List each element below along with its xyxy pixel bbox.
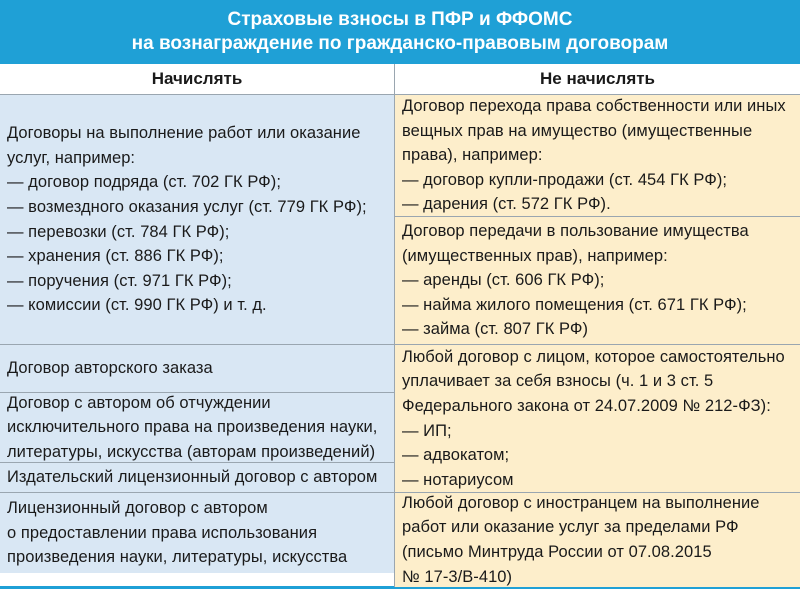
- cell-line: (имущественных прав), например:: [402, 246, 668, 265]
- cell-line: — договор подряда (ст. 702 ГК РФ);: [7, 173, 281, 192]
- table-body: [0, 64, 800, 587]
- cell-line: исключительного права на произведения науки,: [7, 418, 378, 437]
- cell-line: № 17-3/В-410): [402, 567, 513, 586]
- cell-line: уплачивает за себя взносы (ч. 1 и 3 ст. 5: [402, 372, 714, 391]
- cell-line: произведения науки, литературы, искусства: [7, 548, 348, 567]
- cell-line: — найма жилого помещения (ст. 671 ГК РФ);: [402, 295, 747, 314]
- cell-line: — поручения (ст. 971 ГК РФ);: [7, 271, 232, 290]
- cell-line: права), например:: [402, 146, 543, 165]
- cell-line: Договор перехода права собственности или иных: [402, 97, 786, 116]
- column-do-not-accrue: [395, 64, 800, 587]
- cell-line: Договор авторского заказа: [7, 359, 213, 378]
- cell-line: — нотариусом: [402, 470, 514, 489]
- cell-line: Договоры на выполнение работ или оказание: [7, 124, 361, 143]
- cell-line: — адвокатом;: [402, 446, 510, 465]
- cell-line: Любой договор с лицом, которое самостоятельно: [402, 347, 785, 366]
- right-row-foreigner-abroad: [395, 493, 800, 587]
- cell-line: Лицензионный договор с автором: [7, 499, 268, 518]
- right-row-self-paying-persons: [395, 345, 800, 493]
- table-title: [0, 0, 800, 64]
- title-line-1: Страховые взносы в ПФР и ФФОМС: [227, 9, 573, 30]
- left-row-publishing-license: [0, 463, 394, 493]
- cell-line: — возмездного оказания услуг (ст. 779 ГК РФ);: [7, 197, 367, 216]
- cell-line: — ИП;: [402, 421, 452, 440]
- cell-line: — аренды (ст. 606 ГК РФ);: [402, 271, 605, 290]
- title-line-2: на вознаграждение по гражданско-правовым договорам: [131, 33, 669, 54]
- cell-line: литературы, искусства (авторам произведений): [7, 442, 376, 461]
- cell-line: услуг, например:: [7, 148, 136, 167]
- cell-line: Федерального закона от 24.07.2009 № 212-ФЗ):: [402, 396, 771, 415]
- cell-line: работ или оказание услуг за пределами РФ: [402, 518, 739, 537]
- cell-line: — перевозки (ст. 784 ГК РФ);: [7, 222, 230, 241]
- right-row-property-use: [395, 217, 800, 345]
- cell-line: Договор с автором об отчуждении: [7, 393, 271, 412]
- right-row-ownership-transfer: [395, 95, 800, 217]
- cell-line: — хранения (ст. 886 ГК РФ);: [7, 247, 224, 266]
- column-header-do-not-accrue: Не начислять: [395, 64, 800, 95]
- cell-line: — договор купли-продажи (ст. 454 ГК РФ);: [402, 170, 728, 189]
- cell-line: — дарения (ст. 572 ГК РФ).: [402, 195, 611, 214]
- column-header-accrue: Начислять: [0, 64, 394, 95]
- column-accrue: [0, 64, 395, 587]
- cell-line: Договор передачи в пользование имущества: [402, 222, 749, 241]
- cell-line: Любой договор с иностранцем на выполнение: [402, 493, 760, 512]
- cell-line: вещных прав на имущество (имущественные: [402, 121, 753, 140]
- cell-line: (письмо Минтруда России от 07.08.2015: [402, 543, 712, 561]
- left-row-author-order: [0, 345, 394, 393]
- left-row-service-contracts: [0, 95, 394, 345]
- cell-line: — займа (ст. 807 ГК РФ): [402, 320, 589, 339]
- cell-line: — комиссии (ст. 990 ГК РФ) и т. д.: [7, 296, 267, 315]
- left-row-license-agreement: [0, 493, 394, 573]
- cell-line: о предоставлении права использования: [7, 523, 318, 542]
- cell-line: Издательский лицензионный договор с автором: [7, 468, 378, 487]
- left-row-exclusive-rights: [0, 393, 394, 463]
